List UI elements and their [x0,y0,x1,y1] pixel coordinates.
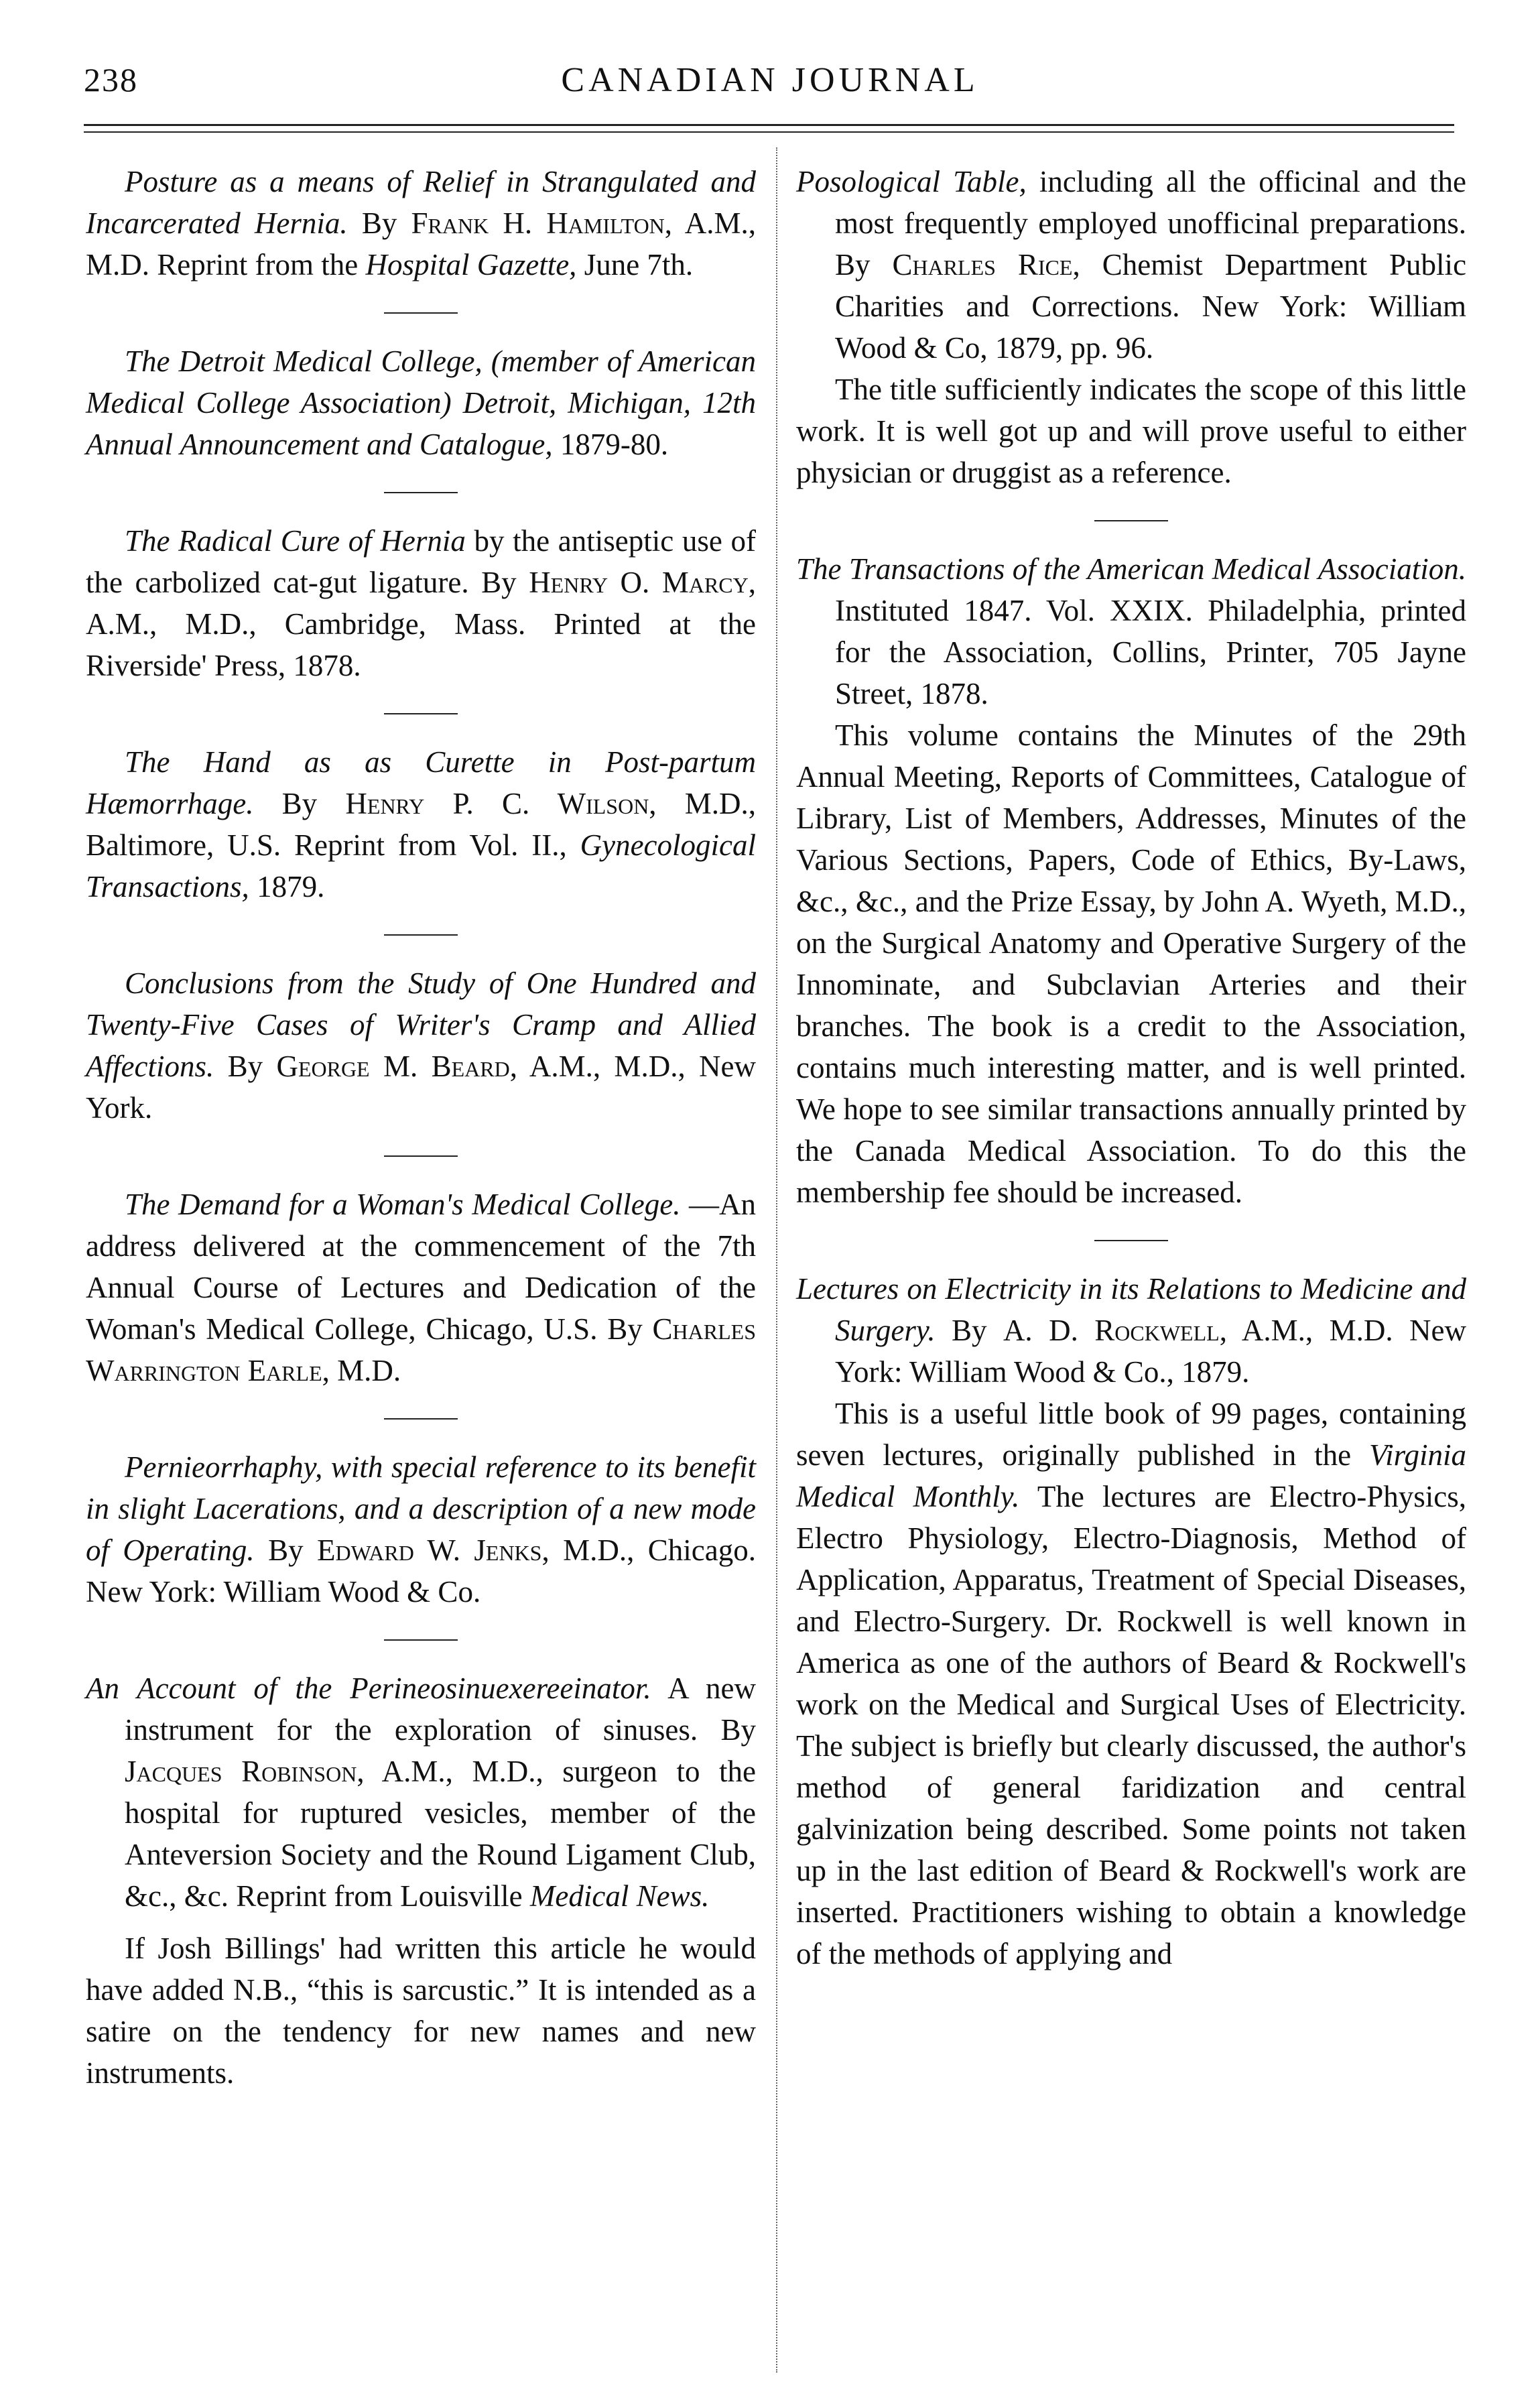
notice-text: Chemist Department Public Charities and Corrections. New York: William Wood & Co, 1879, pp. 96. [835,248,1467,365]
notice-title: The Radical Cure of Hernia [125,524,466,558]
notice-text: 1879-80. [560,428,669,461]
notice-text: by the antiseptic use of the carbolized cat-gut ligature. By [86,524,757,599]
separator [384,934,458,936]
notice-hand-curette [86,741,756,907]
notice-author: Charles Rice, [892,248,1080,281]
separator [384,312,458,314]
journal-title: CANADIAN JOURNAL [561,61,979,99]
notice-comment: This is a useful little book of 99 pages, containing seven lectures, originally published in the [796,1397,1466,1472]
notice-posture-hernia [86,161,756,286]
notice-perineosinuexereeinator [86,1667,756,2094]
notice-by: By [268,1533,304,1567]
separator [1094,520,1168,521]
notice-comment: This volume contains the Minutes of the 29th Annual Meeting, Reports of Committees, Catalogue of Library, List of Members, Addresses, Minutes of the Various Sections, Papers, Code of Ethics, By-Laws, &c., &c., and the Prize Essay, by John A. Wyeth, M.D., on the Surgical Anatomy and Operative Surgery of the Innominate, and Subclavian Arteries and their branches. The book is a credit to the Association, contains much interesting matter, and is well printed. We hope to see similar transactions annually printed by the Canada Medical Association. To do this the membership fee should be increased. [796,718,1466,1209]
notice-text: A.M., M.D., New York. [86,1050,757,1125]
notice-text: Baltimore, U.S. Reprint from Vol. II., [86,828,567,862]
notice-detroit-college [86,340,756,465]
notice-author: Henry O. Marcy, A.M., M.D., [86,566,757,641]
left-column [86,161,756,2094]
notice-author: Jacques Robinson, [125,1755,365,1788]
notice-journal: Virginia Medical Monthly. [796,1438,1466,1513]
notice-by: By [281,787,318,820]
notice-radical-cure [86,520,756,686]
notice-title: An Account of the Perineosinuexereeinator. [86,1672,651,1705]
separator [1094,1240,1168,1241]
notice-text: A.M., M.D., surgeon to the hospital for ruptured vesicles, member of the Anteversion Society and the Round Ligament Club, &c., &c. Reprint from Louisville [125,1755,756,1913]
notice-posological-table [796,161,1466,493]
page-number: 238 [84,61,138,99]
notice-title: The Detroit Medical College, (member of American Medical College Association) Detroit, Michigan, 12th Annual Announcement and Catalogue, [86,344,756,461]
notice-electricity-lectures [796,1268,1466,1974]
notice-text: 1879. [257,870,325,903]
notice-journal: Medical News. [529,1879,710,1913]
notice-title: The Hand as as Curette in Post-partum Hæmorrhage. [86,745,756,820]
notice-title: Conclusions from the Study of One Hundred and Twenty-Five Cases of Writer's Cramp and Allied Affections. [86,966,756,1083]
notice-comment: If Josh Billings' had written this article he would have added N.B., “this is sarcustic.” It is intended as a satire on the tendency for new names and new instruments. [86,1932,756,2090]
notice-author: Charles Warrington Earle, M.D. [86,1312,757,1387]
notice-title: The Transactions of the American Medical Association. [796,552,1466,586]
notice-text: Instituted 1847. Vol. XXIX. Philadelphia, printed for the Association, Collins, Printer, 705 Jayne Street, 1878. [835,594,1466,710]
notice-author: A. D. Rockwell, [1003,1314,1227,1347]
notice-text: —An address delivered at the commencement of the 7th Annual Course of Lectures and Dedication of the Woman's Medical College, Chicago, U.S. By [86,1188,757,1346]
column-divider [776,147,777,2373]
notice-text: including all the officinal and the most frequently employed unofficinal preparations. By [835,165,1467,281]
notice-author: Frank H. Hamilton, A.M., M.D. [86,206,756,281]
notice-title: Posture as a means of Relief in Strangulated and Incarcerated Hernia. [86,165,756,240]
page-header [0,60,1540,107]
notice-title: Posological Table, [796,165,1027,198]
notice-journal: Hospital Gazette, [365,248,577,281]
notice-author: Henry P. C. Wilson, M.D., [345,787,757,820]
notice-by: By [361,206,397,240]
notice-comment: The lectures are Electro-Physics, Electro Physiology, Electro-Diagnosis, Method of Application, Apparatus, Treatment of Special Diseases, and Electro-Surgery. Dr. Rockwell is well known in America as one of the authors of Beard & Rockwell's work on the Medical and Surgical Uses of Electricity. The subject is briefly but clearly discussed, the author's method of general faridization and central galvinization being described. Some points not taken up in the last edition of Beard & Rockwell's work are inserted. Practitioners wishing to obtain a knowledge of the methods of applying and [796,1480,1467,1970]
notice-ama-transactions [796,548,1466,1213]
header-rule [84,124,1454,126]
notice-by: By [227,1050,263,1083]
notice-by: By [952,1314,987,1347]
notice-author: Edward W. Jenks, [316,1533,550,1567]
notice-author: George M. Beard, [276,1050,517,1083]
notice-comment: The title sufficiently indicates the scope of this little work. It is well got up and will prove useful to either physician or druggist as a reference. [796,373,1466,489]
right-column [796,161,1466,1974]
notice-text: Cambridge, Mass. Printed at the Riverside' Press, 1878. [86,607,756,682]
separator [384,1418,458,1420]
separator [384,492,458,493]
notice-journal: Gynecological Transactions, [86,828,756,903]
notice-text: A.M., M.D. New York: William Wood & Co., 1879. [835,1314,1466,1389]
notice-text: A new instrument for the exploration of sinuses. By [125,1672,756,1747]
notice-womans-college [86,1184,756,1391]
header-rule-secondary [84,131,1454,133]
separator [384,1639,458,1641]
notice-title: Pernieorrhaphy, with special reference to its benefit in slight Lacerations, and a description of a new mode of Operating. [86,1450,756,1567]
notice-text: Reprint from the [157,248,359,281]
notice-title: The Demand for a Woman's Medical College. [125,1188,681,1221]
separator [384,713,458,714]
notice-pernieorrhaphy [86,1446,756,1613]
notice-text: June 7th. [584,248,694,281]
notice-writers-cramp [86,962,756,1129]
notice-text: M.D., Chicago. New York: William Wood & Co. [86,1533,757,1609]
notice-title: Lectures on Electricity in its Relations to Medicine and Surgery. [796,1272,1466,1347]
separator [384,1155,458,1157]
